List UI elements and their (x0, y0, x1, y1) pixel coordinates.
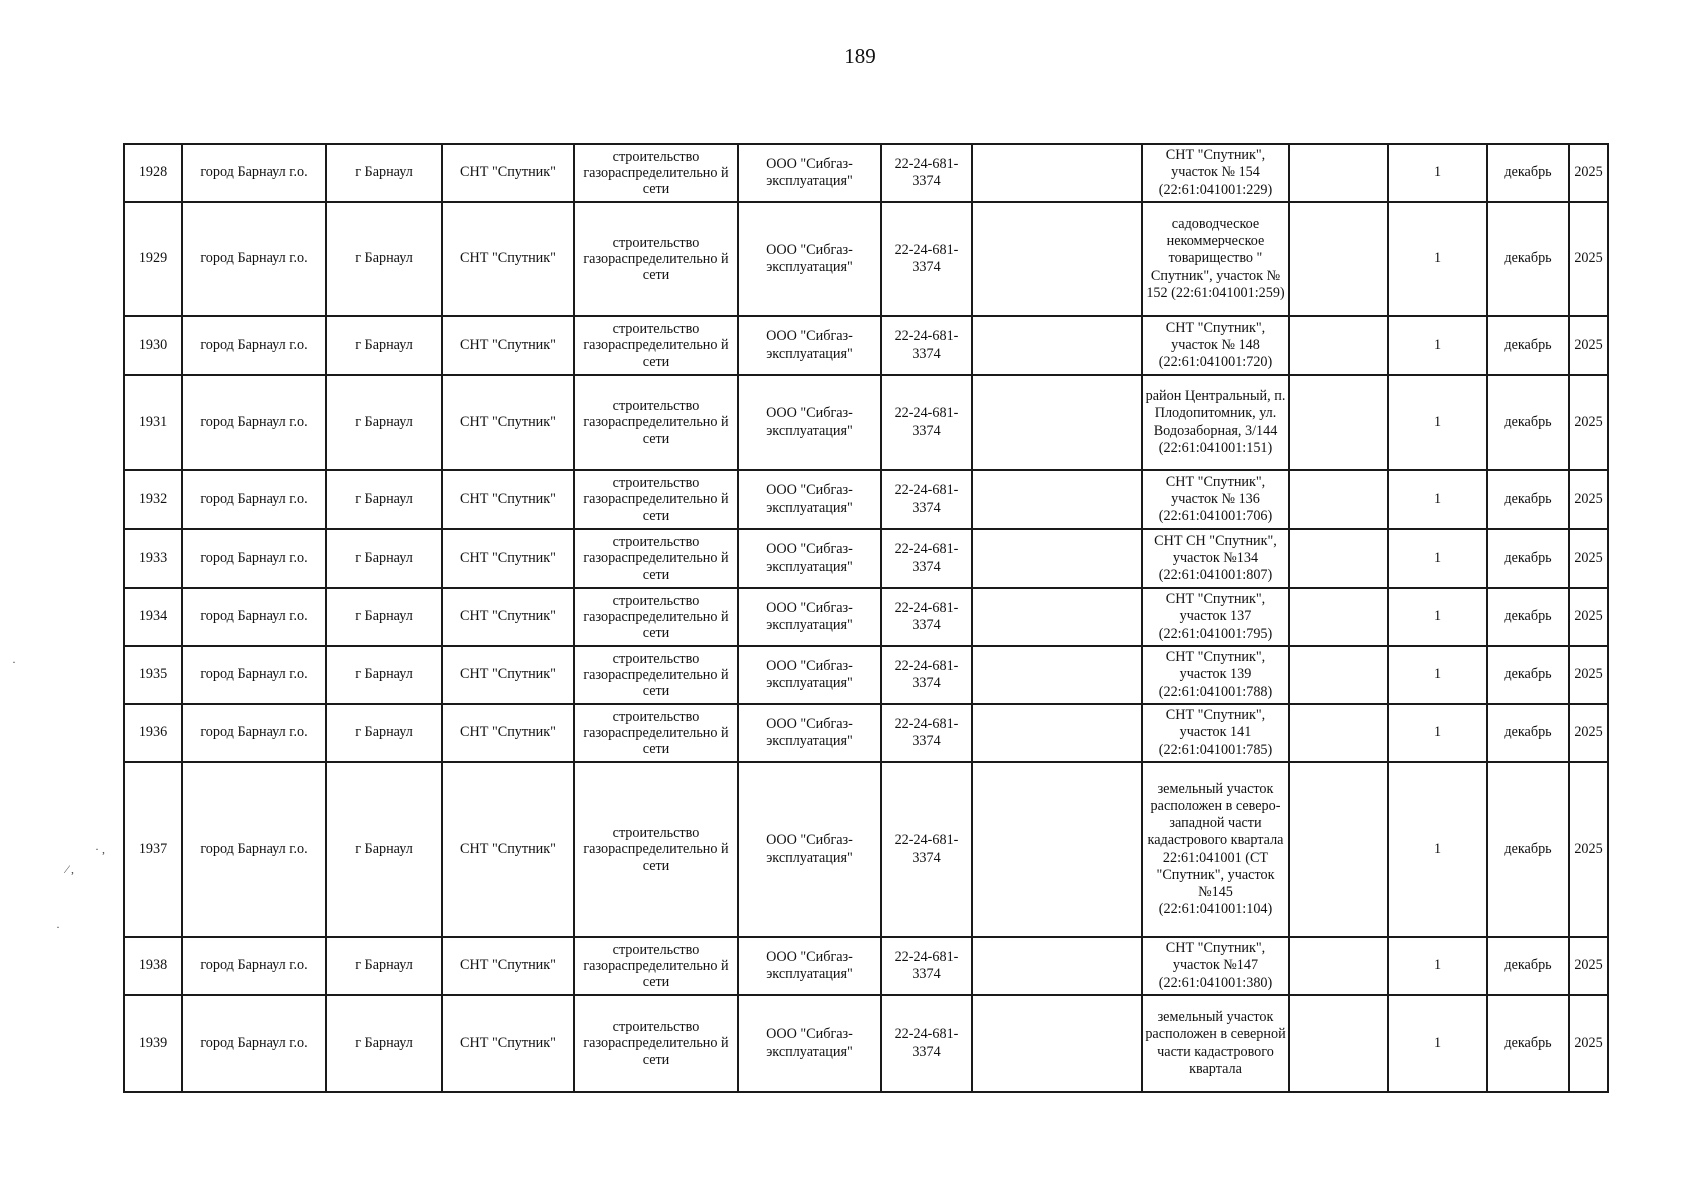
cell-qty: 1 (1388, 646, 1487, 704)
cell-num: 1936 (124, 704, 182, 762)
cell-year: 2025 (1569, 316, 1608, 375)
cell-month: декабрь (1487, 316, 1569, 375)
cell-qty: 1 (1388, 937, 1487, 995)
cell-extra (972, 937, 1142, 995)
cell-code: 22-24-681-3374 (881, 375, 972, 470)
cell-org: ООО "Сибгаз-эксплуатация" (738, 144, 881, 202)
cell-work: строительство газораспределительно й сети (574, 704, 738, 762)
cell-locality: г Барнаул (326, 937, 442, 995)
cell-area: СНТ "Спутник" (442, 375, 574, 470)
cell-num: 1930 (124, 316, 182, 375)
cell-month: декабрь (1487, 995, 1569, 1092)
cell-org: ООО "Сибгаз-эксплуатация" (738, 588, 881, 646)
cell-district: город Барнаул г.о. (182, 470, 326, 529)
cell-blank (1289, 316, 1388, 375)
scan-speck: · (12, 655, 16, 669)
cell-address: СНТ "Спутник", участок 139 (22:61:041001:788) (1142, 646, 1289, 704)
cell-district: город Барнаул г.о. (182, 202, 326, 316)
cell-blank (1289, 995, 1388, 1092)
table-row (124, 144, 1608, 202)
cell-locality: г Барнаул (326, 144, 442, 202)
table-row (124, 704, 1608, 762)
cell-org: ООО "Сибгаз-эксплуатация" (738, 762, 881, 937)
cell-work: строительство газораспределительно й сети (574, 762, 738, 937)
cell-address: СНТ "Спутник", участок № 136 (22:61:041001:706) (1142, 470, 1289, 529)
cell-area: СНТ "Спутник" (442, 144, 574, 202)
cell-num: 1939 (124, 995, 182, 1092)
cell-code: 22-24-681-3374 (881, 316, 972, 375)
registry-table (123, 143, 1609, 1093)
cell-year: 2025 (1569, 704, 1608, 762)
cell-qty: 1 (1388, 704, 1487, 762)
cell-num: 1935 (124, 646, 182, 704)
table-row (124, 646, 1608, 704)
cell-qty: 1 (1388, 588, 1487, 646)
cell-extra (972, 202, 1142, 316)
cell-locality: г Барнаул (326, 704, 442, 762)
cell-locality: г Барнаул (326, 202, 442, 316)
cell-work: строительство газораспределительно й сети (574, 202, 738, 316)
cell-blank (1289, 937, 1388, 995)
cell-month: декабрь (1487, 529, 1569, 588)
cell-code: 22-24-681-3374 (881, 202, 972, 316)
cell-area: СНТ "Спутник" (442, 529, 574, 588)
cell-code: 22-24-681-3374 (881, 470, 972, 529)
cell-work: строительство газораспределительно й сети (574, 588, 738, 646)
cell-address: садоводческое некоммерческое товарищество " Спутник", участок № 152 (22:61:041001:259) (1142, 202, 1289, 316)
cell-locality: г Барнаул (326, 588, 442, 646)
cell-work: строительство газораспределительно й сети (574, 995, 738, 1092)
cell-num: 1934 (124, 588, 182, 646)
cell-year: 2025 (1569, 375, 1608, 470)
cell-num: 1937 (124, 762, 182, 937)
cell-qty: 1 (1388, 144, 1487, 202)
cell-year: 2025 (1569, 646, 1608, 704)
cell-qty: 1 (1388, 470, 1487, 529)
cell-code: 22-24-681-3374 (881, 995, 972, 1092)
cell-org: ООО "Сибгаз-эксплуатация" (738, 375, 881, 470)
cell-blank (1289, 588, 1388, 646)
cell-num: 1932 (124, 470, 182, 529)
cell-num: 1933 (124, 529, 182, 588)
scan-speck: · , (95, 842, 105, 856)
scan-speck: · (56, 920, 60, 934)
cell-address: СНТ "Спутник", участок № 148 (22:61:041001:720) (1142, 316, 1289, 375)
cell-org: ООО "Сибгаз-эксплуатация" (738, 937, 881, 995)
cell-org: ООО "Сибгаз-эксплуатация" (738, 316, 881, 375)
cell-locality: г Барнаул (326, 375, 442, 470)
cell-area: СНТ "Спутник" (442, 995, 574, 1092)
table-row (124, 529, 1608, 588)
cell-month: декабрь (1487, 375, 1569, 470)
cell-year: 2025 (1569, 762, 1608, 937)
cell-blank (1289, 144, 1388, 202)
cell-code: 22-24-681-3374 (881, 762, 972, 937)
cell-month: декабрь (1487, 144, 1569, 202)
cell-code: 22-24-681-3374 (881, 646, 972, 704)
cell-qty: 1 (1388, 202, 1487, 316)
cell-address: СНТ "Спутник", участок №147 (22:61:041001:380) (1142, 937, 1289, 995)
cell-address: СНТ "Спутник", участок 137 (22:61:041001:795) (1142, 588, 1289, 646)
cell-area: СНТ "Спутник" (442, 704, 574, 762)
cell-address: земельный участок расположен в северо-западной части кадастрового квартала 22:61:041001 (СТ "Спутник", участок №145 (22:61:041001:104) (1142, 762, 1289, 937)
cell-blank (1289, 762, 1388, 937)
cell-area: СНТ "Спутник" (442, 470, 574, 529)
cell-num: 1931 (124, 375, 182, 470)
table-row (124, 995, 1608, 1092)
cell-qty: 1 (1388, 375, 1487, 470)
cell-month: декабрь (1487, 646, 1569, 704)
cell-blank (1289, 470, 1388, 529)
table-row (124, 470, 1608, 529)
cell-month: декабрь (1487, 937, 1569, 995)
cell-extra (972, 588, 1142, 646)
cell-code: 22-24-681-3374 (881, 144, 972, 202)
cell-org: ООО "Сибгаз-эксплуатация" (738, 470, 881, 529)
cell-extra (972, 470, 1142, 529)
cell-code: 22-24-681-3374 (881, 529, 972, 588)
cell-area: СНТ "Спутник" (442, 762, 574, 937)
table-row (124, 202, 1608, 316)
cell-extra (972, 144, 1142, 202)
cell-extra (972, 529, 1142, 588)
cell-area: СНТ "Спутник" (442, 202, 574, 316)
cell-area: СНТ "Спутник" (442, 588, 574, 646)
cell-year: 2025 (1569, 529, 1608, 588)
page-number: 189 (844, 44, 876, 68)
cell-month: декабрь (1487, 762, 1569, 937)
cell-extra (972, 762, 1142, 937)
cell-blank (1289, 646, 1388, 704)
cell-district: город Барнаул г.о. (182, 375, 326, 470)
cell-district: город Барнаул г.о. (182, 646, 326, 704)
cell-extra (972, 316, 1142, 375)
cell-locality: г Барнаул (326, 646, 442, 704)
cell-qty: 1 (1388, 529, 1487, 588)
cell-address: земельный участок расположен в северной части кадастрового квартала (1142, 995, 1289, 1092)
cell-locality: г Барнаул (326, 762, 442, 937)
cell-year: 2025 (1569, 470, 1608, 529)
cell-year: 2025 (1569, 202, 1608, 316)
cell-district: город Барнаул г.о. (182, 762, 326, 937)
table-row (124, 762, 1608, 937)
cell-extra (972, 704, 1142, 762)
cell-blank (1289, 704, 1388, 762)
registry-table-container (123, 143, 1607, 1093)
cell-district: город Барнаул г.о. (182, 588, 326, 646)
cell-work: строительство газораспределительно й сети (574, 316, 738, 375)
cell-org: ООО "Сибгаз-эксплуатация" (738, 646, 881, 704)
cell-year: 2025 (1569, 937, 1608, 995)
cell-blank (1289, 375, 1388, 470)
cell-area: СНТ "Спутник" (442, 937, 574, 995)
cell-district: город Барнаул г.о. (182, 937, 326, 995)
cell-org: ООО "Сибгаз-эксплуатация" (738, 995, 881, 1092)
table-body (124, 144, 1608, 1092)
cell-num: 1928 (124, 144, 182, 202)
cell-work: строительство газораспределительно й сети (574, 646, 738, 704)
cell-address: СНТ "Спутник", участок № 154 (22:61:041001:229) (1142, 144, 1289, 202)
cell-month: декабрь (1487, 202, 1569, 316)
cell-district: город Барнаул г.о. (182, 529, 326, 588)
cell-district: город Барнаул г.о. (182, 144, 326, 202)
cell-work: строительство газораспределительно й сети (574, 375, 738, 470)
table-row (124, 588, 1608, 646)
cell-qty: 1 (1388, 316, 1487, 375)
cell-work: строительство газораспределительно й сети (574, 144, 738, 202)
cell-blank (1289, 202, 1388, 316)
cell-address: район Центральный, п. Плодопитомник, ул. Водозаборная, 3/144 (22:61:041001:151) (1142, 375, 1289, 470)
cell-code: 22-24-681-3374 (881, 704, 972, 762)
cell-locality: г Барнаул (326, 529, 442, 588)
cell-district: город Барнаул г.о. (182, 316, 326, 375)
cell-work: строительство газораспределительно й сети (574, 529, 738, 588)
cell-month: декабрь (1487, 588, 1569, 646)
cell-area: СНТ "Спутник" (442, 316, 574, 375)
cell-code: 22-24-681-3374 (881, 937, 972, 995)
cell-qty: 1 (1388, 762, 1487, 937)
cell-num: 1938 (124, 937, 182, 995)
cell-area: СНТ "Спутник" (442, 646, 574, 704)
scan-speck: ⁄ , (66, 862, 75, 876)
cell-org: ООО "Сибгаз-эксплуатация" (738, 529, 881, 588)
cell-work: строительство газораспределительно й сети (574, 937, 738, 995)
cell-district: город Барнаул г.о. (182, 704, 326, 762)
cell-locality: г Барнаул (326, 995, 442, 1092)
cell-district: город Барнаул г.о. (182, 995, 326, 1092)
table-row (124, 937, 1608, 995)
cell-locality: г Барнаул (326, 470, 442, 529)
cell-address: СНТ "Спутник", участок 141 (22:61:041001:785) (1142, 704, 1289, 762)
cell-address: СНТ СН "Спутник", участок №134 (22:61:041001:807) (1142, 529, 1289, 588)
cell-locality: г Барнаул (326, 316, 442, 375)
cell-code: 22-24-681-3374 (881, 588, 972, 646)
cell-work: строительство газораспределительно й сети (574, 470, 738, 529)
cell-extra (972, 375, 1142, 470)
cell-org: ООО "Сибгаз-эксплуатация" (738, 202, 881, 316)
cell-extra (972, 995, 1142, 1092)
table-row (124, 316, 1608, 375)
cell-num: 1929 (124, 202, 182, 316)
table-row (124, 375, 1608, 470)
cell-org: ООО "Сибгаз-эксплуатация" (738, 704, 881, 762)
cell-blank (1289, 529, 1388, 588)
cell-qty: 1 (1388, 995, 1487, 1092)
cell-year: 2025 (1569, 995, 1608, 1092)
cell-year: 2025 (1569, 144, 1608, 202)
cell-month: декабрь (1487, 470, 1569, 529)
cell-extra (972, 646, 1142, 704)
cell-month: декабрь (1487, 704, 1569, 762)
cell-year: 2025 (1569, 588, 1608, 646)
